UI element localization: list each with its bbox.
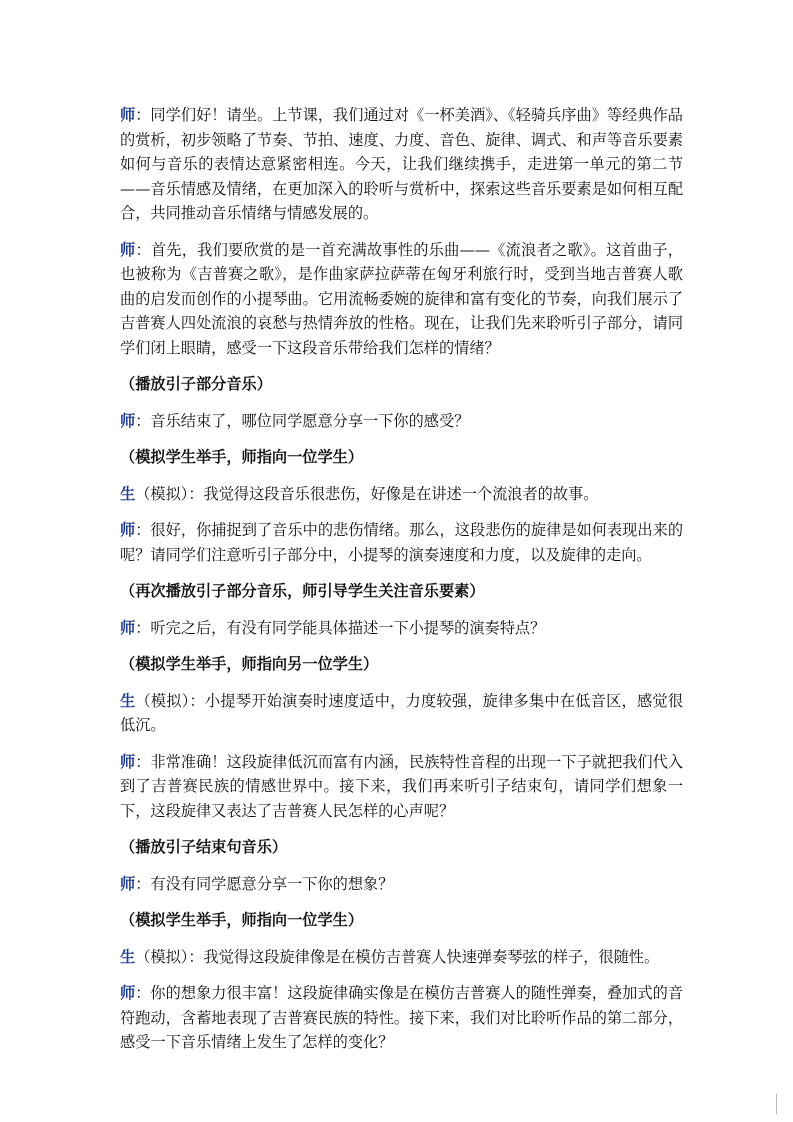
paragraph-teacher	[120, 750, 683, 824]
speaker-label: 师	[120, 240, 136, 259]
stage-direction: （再次播放引子部分音乐，师引导学生关注音乐要素）	[120, 582, 485, 600]
stage-direction: （模拟学生举手，师指向一位学生）	[120, 448, 363, 466]
paragraph-student	[120, 689, 683, 738]
speaker-label: 师	[120, 521, 136, 539]
paragraph-teacher-intro	[120, 103, 683, 226]
paragraph-teacher	[120, 872, 683, 897]
paragraph-text: （模拟）：小提琴开始演奏时速度适中，力度较强，旋律多集中在低音区，感觉很低沉。	[120, 691, 684, 734]
paragraph-student	[120, 482, 683, 507]
speaker-label: 师	[120, 411, 136, 430]
speaker-label: 师	[120, 106, 136, 124]
paragraph-text: （模拟）：我觉得这段旋律像是在模仿吉普赛人快速弹奏琴弦的样子，很随性。	[135, 947, 660, 966]
paragraph-text: ：听完之后，有没有同学能具体描述一下小提琴的演奏特点？	[135, 618, 546, 637]
paragraph-teacher	[120, 518, 683, 567]
paragraph-text: ：首先，我们要欣赏的是一首充满故事性的乐曲——《流浪者之歌》。这首曲子，也被称为《吉普赛之歌》，是作曲家萨拉萨蒂在匈牙利旅行时，受到当地吉普赛人歌曲的启发而创作的小提琴曲。它用流畅委婉的旋律和富有变化的节奏，向我们展示了吉普赛人四处流浪的哀愁与热情奔放的性格。现在，让我们先来聆听引子部分，请同学们闭上眼睛，感受一下这段音乐带给我们怎样的情绪？	[120, 240, 683, 357]
speaker-label: 师	[120, 874, 136, 893]
speaker-label: 师	[120, 752, 136, 771]
paragraph-teacher	[120, 981, 683, 1055]
speaker-label: 师	[120, 618, 136, 637]
paragraph-text: ：你的想象力很丰富！这段旋律确实像是在模仿吉普赛人的随性弹奏，叠加式的音符跑动，含蓄地表现了吉普赛民族的特性。接下来，我们对比聆听作品的第二部分，感受一下音乐情绪上发生了怎样的变化？	[120, 984, 684, 1051]
paragraph-student	[120, 945, 683, 970]
speaker-label: 师	[120, 984, 136, 1002]
speaker-label: 生	[120, 691, 136, 710]
page-edge-mark	[776, 1094, 777, 1114]
speaker-label: 生	[120, 484, 136, 503]
paragraph-teacher	[120, 409, 683, 434]
stage-direction: （播放引子部分音乐）	[120, 375, 272, 393]
paragraph-text: ：有没有同学愿意分享一下你的想象？	[135, 874, 394, 893]
paragraph-text: ：非常准确！这段旋律低沉而富有内涵，民族特性音程的出现一下子就把我们代入到了吉普赛民族的情感世界中。接下来，我们再来听引子结束句，请同学们想象一下，这段旋律又表达了吉普赛人民怎样的心声呢？	[120, 752, 684, 820]
paragraph-text: ：很好，你捕捉到了音乐中的悲伤情绪。那么，这段悲伤的旋律是如何表现出来的呢？请同学们注意听引子部分中，小提琴的演奏速度和力度，以及旋律的走向。	[120, 521, 684, 564]
stage-direction: （模拟学生举手，师指向一位学生）	[120, 911, 363, 929]
stage-direction: （播放引子结束句音乐）	[120, 838, 288, 856]
paragraph-teacher-piece	[120, 238, 683, 361]
stage-direction: （模拟学生举手，师指向另一位学生）	[120, 655, 379, 673]
paragraph-teacher	[120, 616, 683, 641]
speaker-label: 生	[120, 947, 136, 966]
paragraph-text: ：音乐结束了，哪位同学愿意分享一下你的感受？	[135, 411, 470, 430]
paragraph-text: （模拟）：我觉得这段音乐很悲伤，好像是在讲述一个流浪者的故事。	[135, 484, 599, 503]
paragraph-text: ：同学们好！请坐。上节课，我们通过对《一杯美酒》、《轻骑兵序曲》等经典作品的赏析，初步领略了节奏、节拍、速度、力度、音色、旋律、调式、和声等音乐要素如何与音乐的表情达意紧密相连。今天，让我们继续携手，走进第一单元的第二节——音乐情感及情绪，在更加深入的聆听与赏析中，探索这些音乐要素是如何相互配合，共同推动音乐情绪与情感发展的。	[120, 106, 683, 222]
